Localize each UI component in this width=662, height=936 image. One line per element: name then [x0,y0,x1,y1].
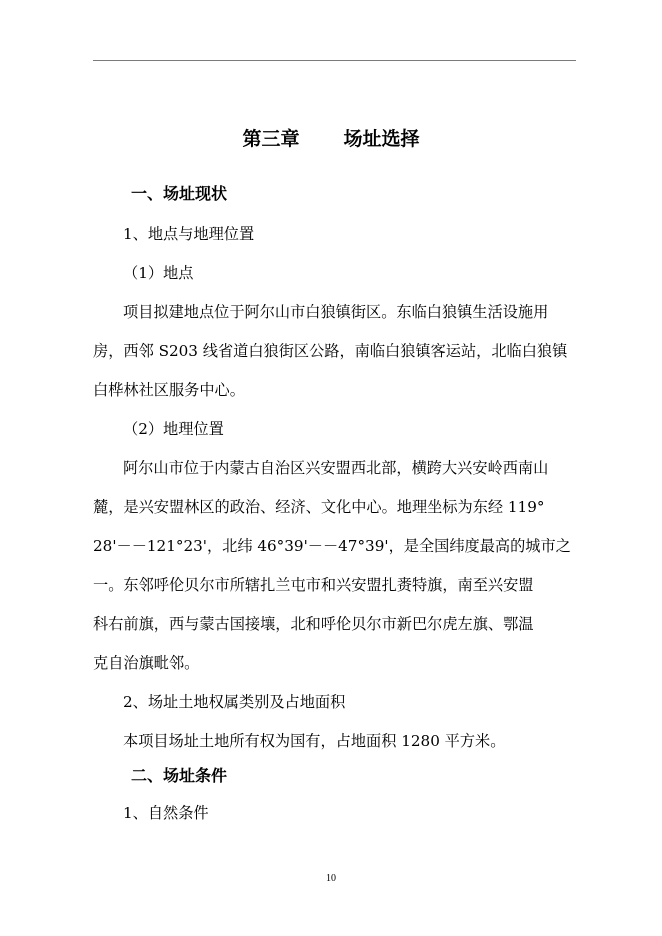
section-heading-1: 一、场址现状 [131,184,228,203]
page-number: 10 [326,873,336,884]
paragraph-line: 本项目场址土地所有权为国有，占地面积 1280 平方米。 [123,732,506,750]
header-rule [93,60,576,61]
paragraph-line: 项目拟建地点位于阿尔山市白狼镇街区。东临白狼镇生活设施用 [123,303,549,321]
chapter-title [0,124,662,151]
paragraph-line: 麓，是兴安盟林区的政治、经济、文化中心。地理坐标为东经 119° [93,498,545,516]
section-heading-2: 二、场址条件 [131,766,228,785]
chapter-number: 第三章 [242,128,300,150]
paragraph-line: 克自治旗毗邻。 [93,654,200,672]
paragraph-line: 白桦林社区服务中心。 [93,381,245,399]
paragraph-line: 一。东邻呼伦贝尔市所辖扎兰屯市和兴安盟扎赉特旗，南至兴安盟 [93,576,534,594]
item-heading: （1）地点 [123,264,194,282]
chapter-name: 场址选择 [343,128,420,150]
paragraph-line: 房，西邻 S203 线省道白狼街区公路，南临白狼镇客运站，北临白狼镇 [93,342,568,360]
paragraph-line: 科右前旗，西与蒙古国接壤，北和呼伦贝尔市新巴尔虎左旗、鄂温 [93,615,534,633]
subsection-heading: 1、地点与地理位置 [123,225,255,243]
subsection-heading: 1、自然条件 [123,804,209,822]
paragraph-line: 阿尔山市位于内蒙古自治区兴安盟西北部，横跨大兴安岭西南山 [123,459,549,477]
paragraph-line: 28'－－121°23'，北纬 46°39'－－47°39'，是全国纬度最高的城市之 [93,537,571,555]
subsection-heading: 2、场址土地权属类别及占地面积 [123,693,346,711]
item-heading: （2）地理位置 [123,420,224,438]
